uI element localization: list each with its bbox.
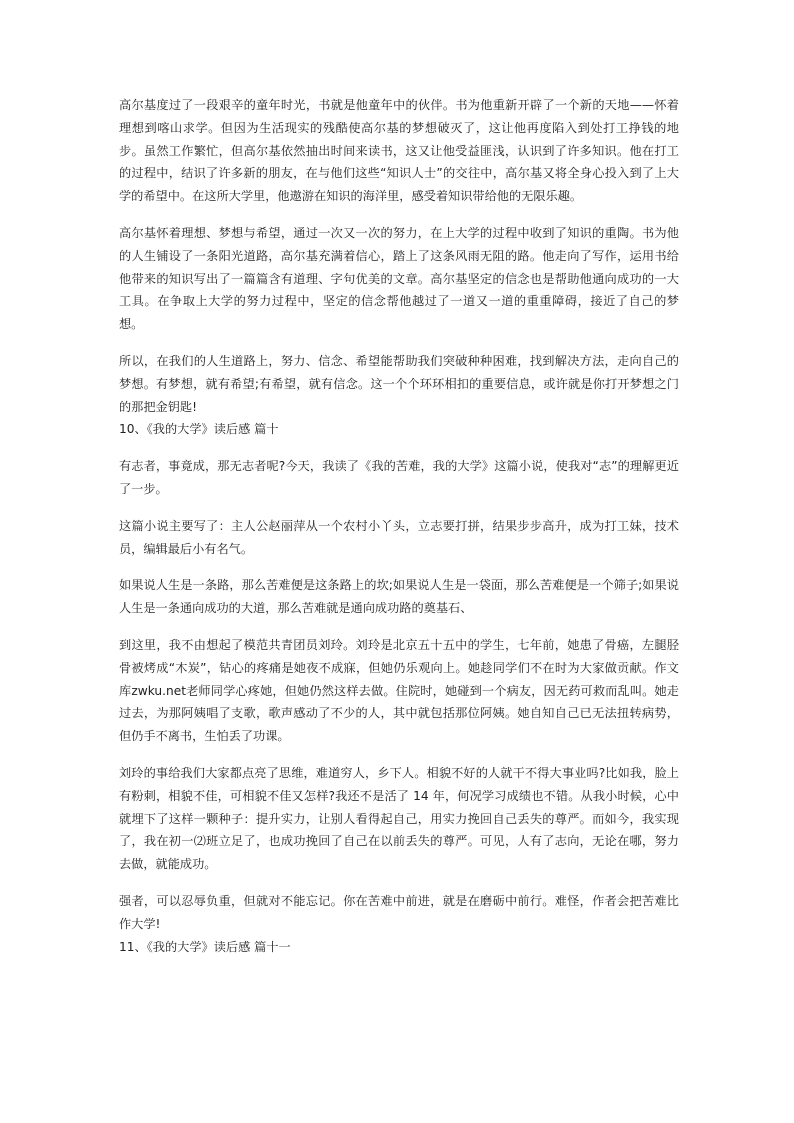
paragraph-summary: 这篇小说主要写了：主人公赵丽萍从一个农村小丫头，立志要打拼，结果步步高升，成为打工妹，技术员，编辑最后小有名气。 [119, 518, 679, 556]
section-heading-11: 11、《我的大学》读后感 篇十一 [119, 939, 291, 954]
paragraph-strong-ones: 强者，可以忍辱负重，但就对不能忘记。你在苦难中前进，就是在磨砺中前行。难怪，作者会把苦难比作大学! [119, 893, 679, 931]
paragraph-liu-ling: 到这里，我不由想起了模范共青团员刘玲。刘玲是北京五十五中的学生，七年前，她患了骨癌，左腿胫骨被烤成“木炭”，钻心的疼痛是她夜不成寐，但她仍乐观向上。她趁同学们不在时为大家做贡献。作文库zwku.net老师同学心疼她，但她仍然这样去做。住院时，她碰到一个病友，因无药可救而乱叫。她走过去，为那阿姨唱了支歌，歌声感动了不少的人，其中就包括那位阿姨。她自知自己已无法扭转病势，但仍手不离书，生怕丢了功课。 [119, 637, 679, 744]
document-page [119, 94, 679, 958]
paragraph-conclusion: 所以，在我们的人生道路上，努力、信念、希望能帮助我们突破种种困难，找到解决方法，走向自己的梦想。有梦想，就有希望;有希望，就有信念。这一个个环环相扣的重要信息，或许就是你打开梦想之门的那把金钥匙! [119, 353, 679, 414]
section-heading-10: 10、《我的大学》读后感 篇十 [119, 422, 279, 437]
paragraph-gorky-childhood: 高尔基度过了一段艰辛的童年时光，书就是他童年中的伙伴。书为他重新开辟了一个新的天地——怀着理想到喀山求学。但因为生活现实的残酷使高尔基的梦想破灭了，这让他再度陷入到处打工挣钱的地步。虽然工作繁忙，但高尔基依然抽出时间来读书，这又让他受益匪浅，认识到了许多知识。他在打工的过程中，结识了许多新的朋友，在与他们这些“知识人士”的交往中，高尔基又将全身心投入到了上大学的希望中。在这所大学里，他遨游在知识的海洋里，感受着知识带给他的无限乐趣。 [119, 98, 679, 204]
paragraph-gorky-ideals: 高尔基怀着理想、梦想与希望，通过一次又一次的努力，在上大学的过程中收到了知识的重陶。书为他的人生铺设了一条阳光道路，高尔基充满着信心，踏上了这条风雨无阻的路。他走向了写作，运用书给他带来的知识写出了一篇篇含有道理、字句优美的文章。高尔基坚定的信念也是帮助他通向成功的一大工具。在争取上大学的努力过程中，坚定的信念帮他越过了一道又一道的重重障碍，接近了自己的梦想。 [119, 225, 679, 332]
paragraph-reflection: 刘玲的事给我们大家都点亮了思维，难道穷人，乡下人。相貌不好的人就干不得大事业吗?比如我，脸上有粉刺，相貌不佳，可相貌不佳又怎样?我还不是活了 14 年，何况学习成绩也不错。从我小时候，心中就埋下了这样一颗种子：提升实力，让别人看得起自己，用实力挽回自己丢失的尊严。而如今，我实现了，我在初一⑵班立足了，也成功挽回了自己在以前丢失的尊严。可见，人有了志向，无论在哪，努力去做，就能成功。 [119, 765, 679, 872]
paragraph-ambition: 有志者，事竟成，那无志者呢?今天，我读了《我的苦难，我的大学》这篇小说，使我对“志”的理解更近了一步。 [119, 459, 679, 496]
paragraph-hardship-metaphor: 如果说人生是一条路，那么苦难便是这条路上的坎;如果说人生是一袋面，那么苦难便是一个筛子;如果说人生是一条通向成功的大道，那么苦难就是通向成功路的奠基石、 [119, 578, 679, 616]
